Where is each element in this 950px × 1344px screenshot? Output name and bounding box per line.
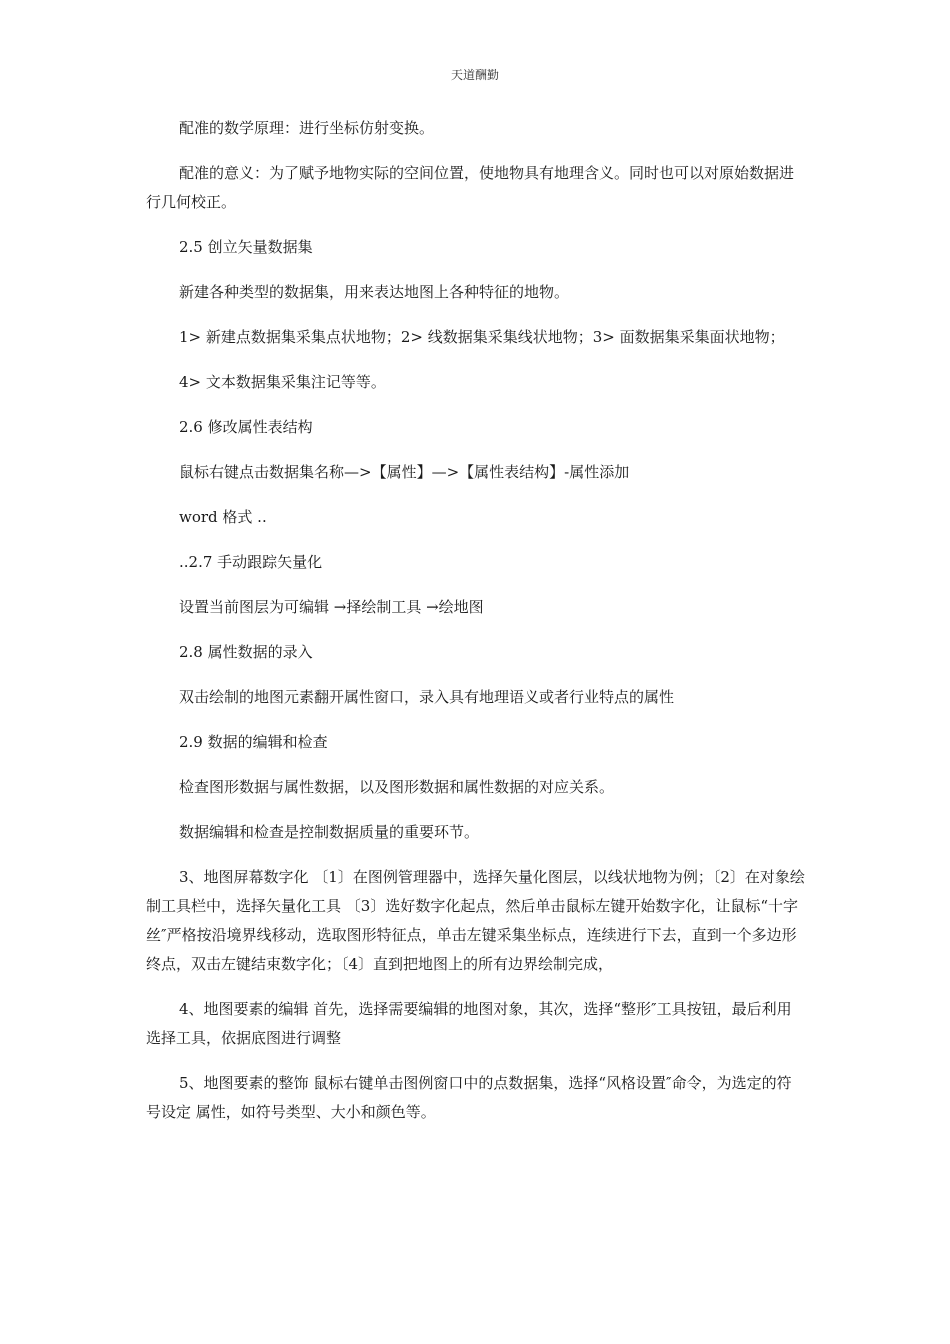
- paragraph: 3、地图屏幕数字化 〔1〕在图例管理器中，选择矢量化图层，以线状地物为例；〔2〕在对象绘制工具栏中，选择矢量化工具 〔3〕选好数字化起点，然后单击鼠标左键开始数字化，让鼠标“十字丝″严格按沿境界线移动，选取图形特征点，单击左键采集坐标点，连续进行下去，直到一个多边形终点，双击左键结束数字化；〔4〕直到把地图上的所有边界绘制完成，: [146, 868, 805, 973]
- paragraph: 4> 文本数据集采集注记等等。: [179, 373, 386, 391]
- section-heading: 2.5 创立矢量数据集: [179, 238, 313, 256]
- paragraph: 双击绘制的地图元素翻开属性窗口，录入具有地理语义或者行业特点的属性: [179, 688, 675, 706]
- paragraph: 检查图形数据与属性数据，以及图形数据和属性数据的对应关系。: [179, 778, 615, 796]
- document-body: [146, 114, 806, 1143]
- paragraph: 5、地图要素的整饰 鼠标右键单击图例窗口中的点数据集，选择“风格设置″命令，为选定的符号设定 属性，如符号类型、大小和颜色等。: [146, 1074, 792, 1121]
- section-heading: 2.6 修改属性表结构: [179, 418, 313, 436]
- paragraph: 1> 新建点数据集采集点状地物；2> 线数据集采集线状地物；3> 面数据集采集面状地物；: [179, 328, 785, 346]
- section-heading: ..2.7 手动跟踪矢量化: [179, 553, 323, 571]
- paragraph: word 格式 ..: [179, 508, 267, 526]
- paragraph: 鼠标右键点击数据集名称—>【属性】—>【属性表结构】-属性添加: [179, 463, 630, 481]
- paragraph: 数据编辑和检查是控制数据质量的重要环节。: [179, 823, 480, 841]
- section-heading: 2.8 属性数据的录入: [179, 643, 313, 661]
- paragraph: 配准的意义：为了赋予地物实际的空间位置，使地物具有地理含义。同时也可以对原始数据进行几何校正。: [146, 164, 795, 211]
- paragraph: 设置当前图层为可编辑 →择绘制工具 →绘地图: [179, 598, 484, 616]
- section-heading: 2.9 数据的编辑和检查: [179, 733, 328, 751]
- paragraph: 新建各种类型的数据集，用来表达地图上各种特征的地物。: [179, 283, 570, 301]
- page-header: 天道酬勤: [450, 68, 499, 82]
- paragraph: 4、地图要素的编辑 首先，选择需要编辑的地图对象，其次，选择“整形″工具按钮，最后利用选择工具，依据底图进行调整: [146, 1000, 792, 1047]
- paragraph: 配准的数学原理：进行坐标仿射变换。: [179, 119, 435, 137]
